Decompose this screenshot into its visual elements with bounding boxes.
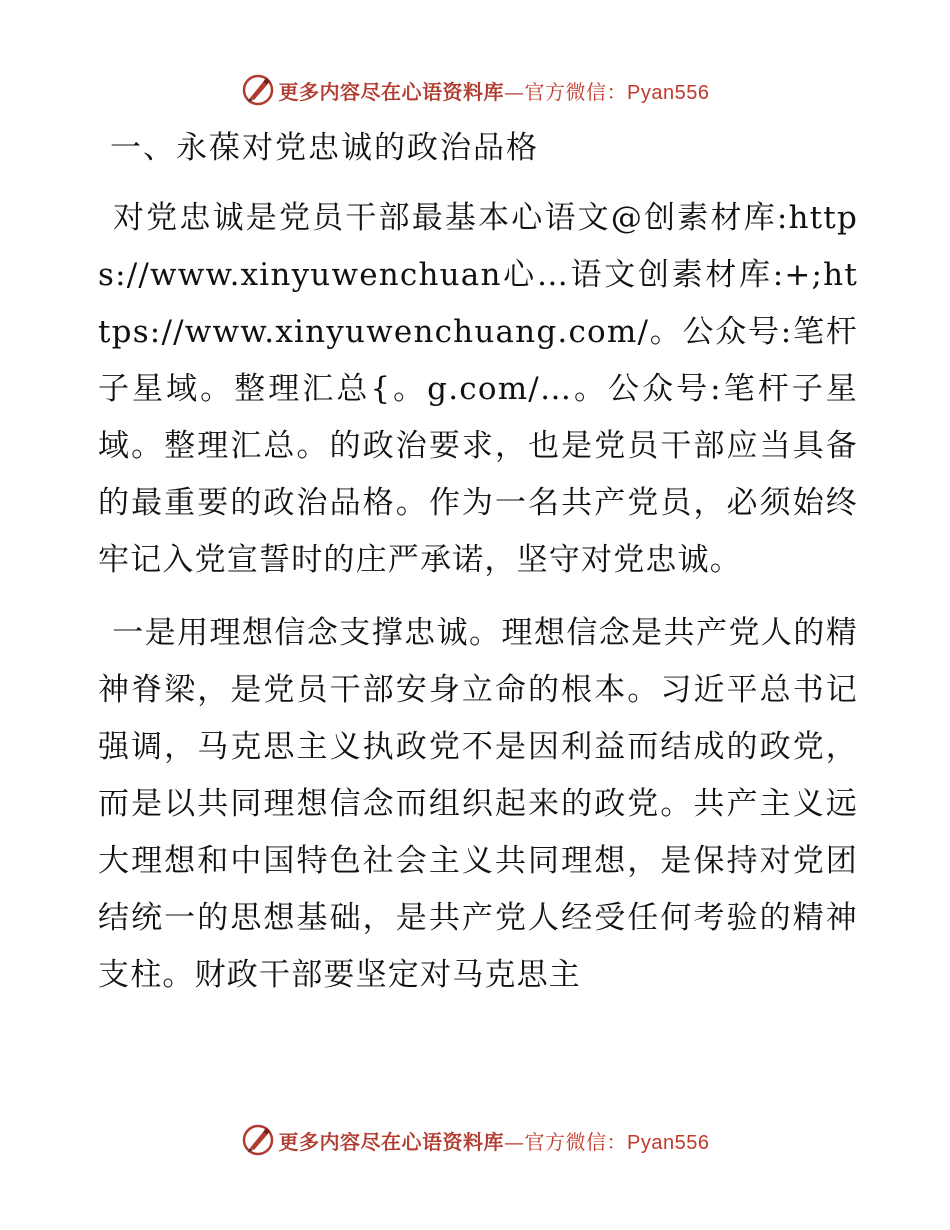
pen-logo-icon [241,73,275,107]
banner-cn: 更多内容尽在心语资料库 [278,1129,505,1154]
banner-wechat-id: Pyan556 [627,81,710,104]
paragraph-2 [98,605,858,1004]
footer-watermark-text [279,1126,710,1155]
paragraph-1 [98,190,858,589]
banner-dash: — [504,79,525,104]
header-watermark [0,70,950,110]
footer-watermark [0,1120,950,1160]
banner-dash: — [504,1129,525,1154]
banner-wechat-label: 官方微信： [524,79,628,104]
section-heading: 一、永葆对党忠诚的政治品格 [110,130,539,166]
banner-wechat-id: Pyan556 [627,1131,710,1154]
paragraph-1-text: 对党忠诚是党员干部最基本心语文@创素材库:https://www.xinyuwenchuan心…语文创素材库:+;https://www.xinyuwenchuang.com/。公众号:笔杆子星域。整理汇总{。g.com/…。公众号:笔杆子星域。整理汇总。的政治要求，也是党员干部应当具备的最重要的政治品格。作为一名共产党员，必须始终牢记入党宣誓时的庄严承诺，坚守对党忠诚。 [98,200,858,578]
banner-wechat-label: 官方微信： [524,1129,628,1154]
header-watermark-text [279,76,710,105]
banner-cn: 更多内容尽在心语资料库 [278,79,505,104]
pen-logo-icon [241,1123,275,1157]
document-body [98,122,858,1004]
paragraph-2-text: 一是用理想信念支撑忠诚。理想信念是共产党人的精神脊梁，是党员干部安身立命的根本。习近平总书记强调，马克思主义执政党不是因利益而结成的政党，而是以共同理想信念而组织起来的政党。共产主义远大理想和中国特色社会主义共同理想，是保持对党团结统一的思想基础，是共产党人经受任何考验的精神支柱。财政干部要坚定对马克思主 [98,615,858,993]
